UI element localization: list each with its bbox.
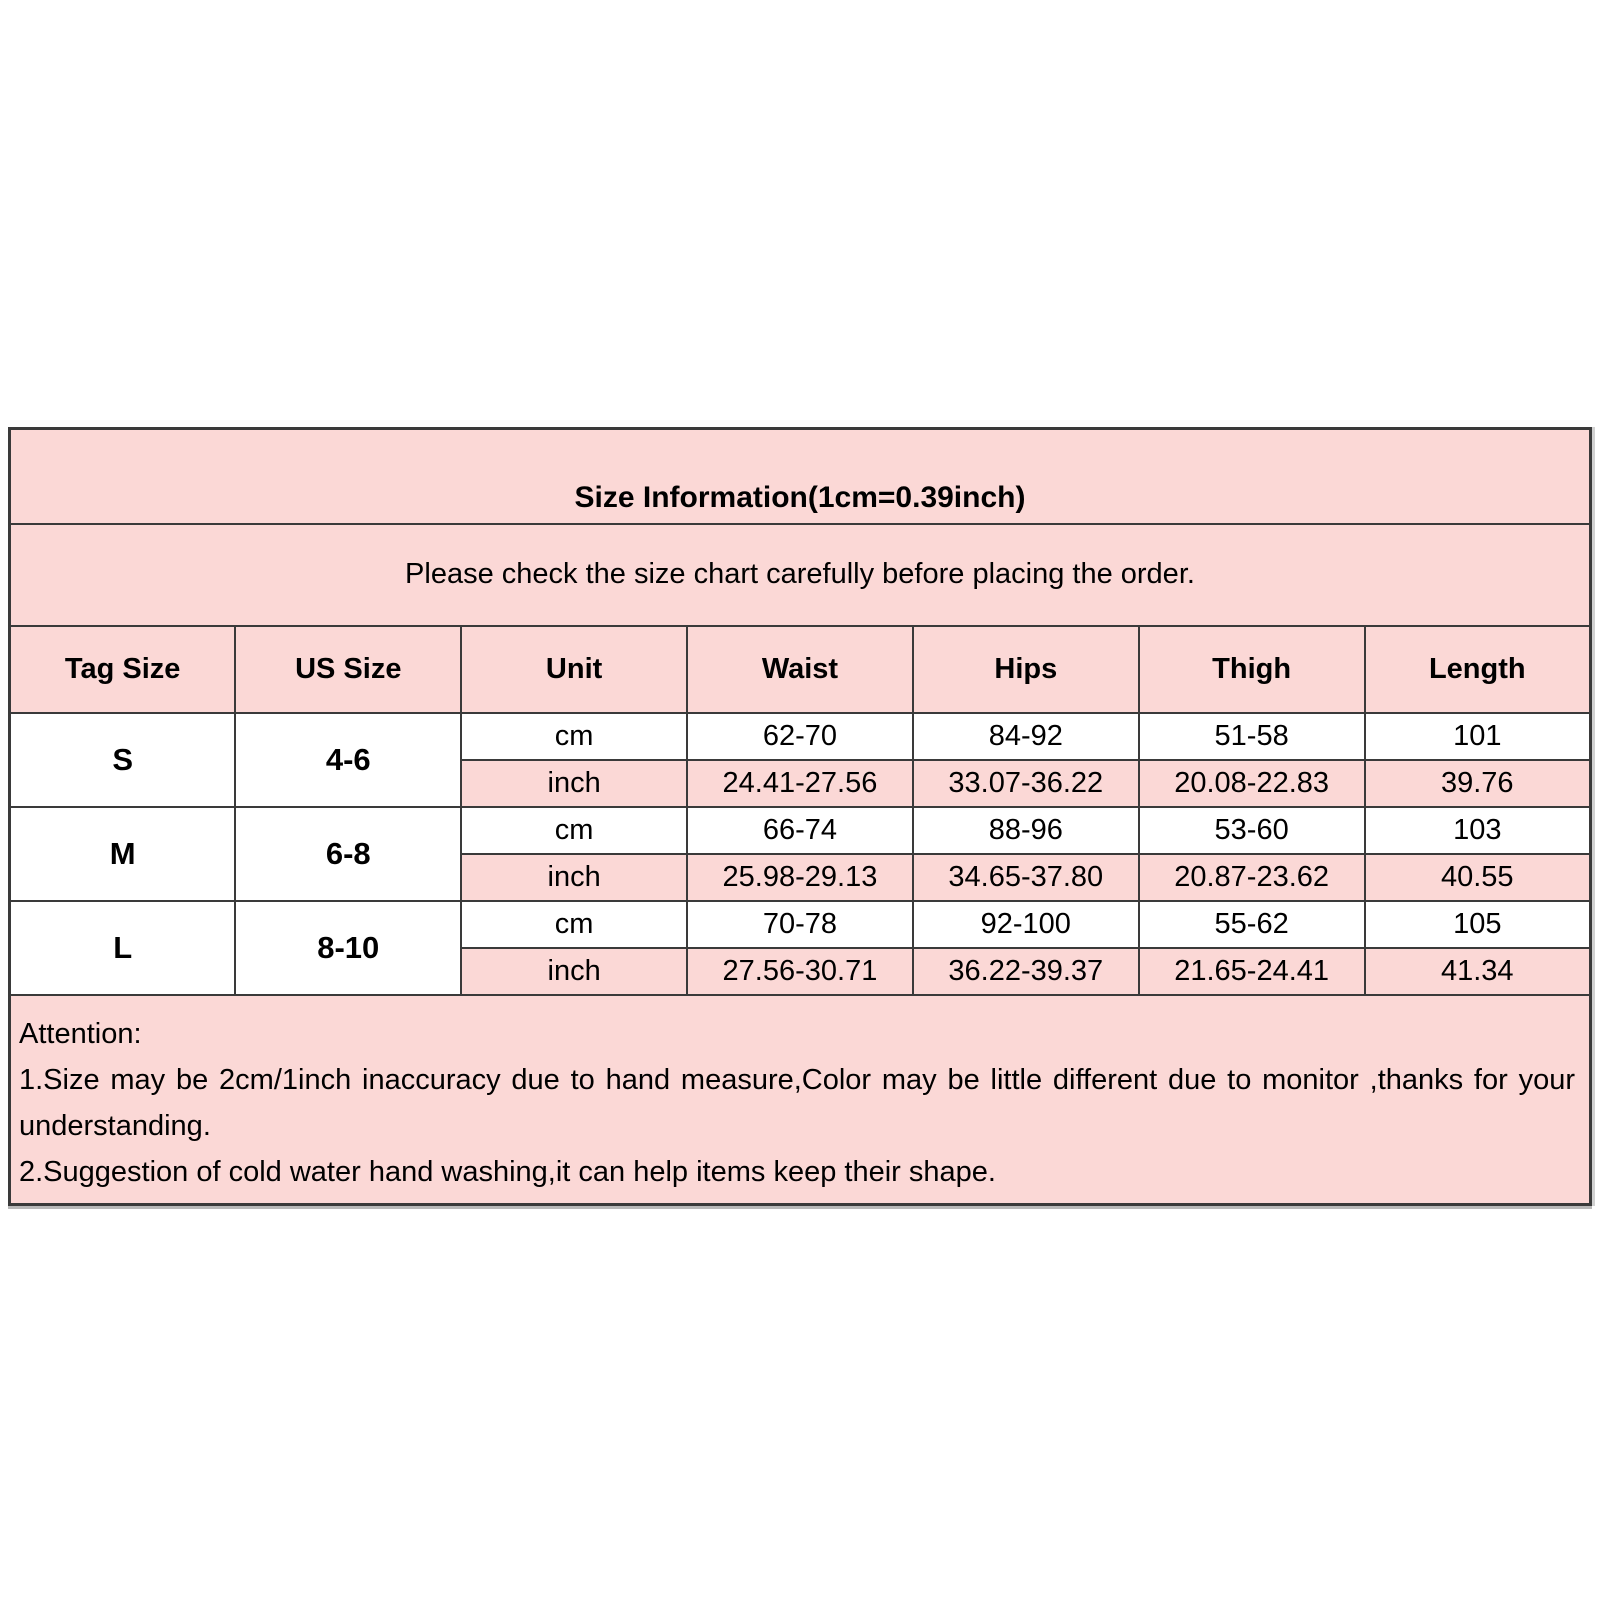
us-size-l: 8-10 <box>235 901 461 995</box>
attention-note-2: 2.Suggestion of cold water hand washing,it can help items keep their shape. <box>19 1155 996 1188</box>
unit-label: cm <box>461 901 687 948</box>
header-row <box>10 626 1591 713</box>
us-size-m: 6-8 <box>235 807 461 901</box>
tag-size-l: L <box>10 901 236 995</box>
col-header-us-size: US Size <box>235 626 461 713</box>
hips-value: 36.22-39.37 <box>913 948 1139 995</box>
waist-value: 27.56-30.71 <box>687 948 913 995</box>
size-chart-table <box>8 427 1592 1206</box>
attention-section <box>10 995 1591 1205</box>
attention-row <box>10 995 1591 1205</box>
thigh-value: 51-58 <box>1139 713 1365 760</box>
hips-value: 88-96 <box>913 807 1139 854</box>
waist-value: 25.98-29.13 <box>687 854 913 901</box>
table-row-s-cm <box>10 713 1591 760</box>
length-value: 105 <box>1365 901 1591 948</box>
table-subtitle: Please check the size chart carefully before placing the order. <box>10 524 1591 626</box>
col-header-tag-size: Tag Size <box>10 626 236 713</box>
unit-label: inch <box>461 948 687 995</box>
thigh-value: 53-60 <box>1139 807 1365 854</box>
length-value: 101 <box>1365 713 1591 760</box>
tag-size-m: M <box>10 807 236 901</box>
col-header-unit: Unit <box>461 626 687 713</box>
attention-heading: Attention: <box>19 1017 142 1050</box>
length-value: 41.34 <box>1365 948 1591 995</box>
col-header-thigh: Thigh <box>1139 626 1365 713</box>
unit-label: cm <box>461 807 687 854</box>
table-title: Size Information(1cm=0.39inch) <box>10 429 1591 524</box>
table-row-m-cm <box>10 807 1591 854</box>
unit-label: cm <box>461 713 687 760</box>
us-size-s: 4-6 <box>235 713 461 807</box>
thigh-value: 20.08-22.83 <box>1139 760 1365 807</box>
hips-value: 33.07-36.22 <box>913 760 1139 807</box>
thigh-value: 20.87-23.62 <box>1139 854 1365 901</box>
attention-note-1: 1.Size may be 2cm/1inch inaccuracy due to hand measure,Color may be little different due to monitor ,thanks for your understanding. <box>19 1063 1575 1142</box>
title-row <box>10 429 1591 524</box>
subtitle-row <box>10 524 1591 626</box>
hips-value: 92-100 <box>913 901 1139 948</box>
unit-label: inch <box>461 854 687 901</box>
thigh-value: 21.65-24.41 <box>1139 948 1365 995</box>
length-value: 40.55 <box>1365 854 1591 901</box>
col-header-waist: Waist <box>687 626 913 713</box>
length-value: 103 <box>1365 807 1591 854</box>
table-row-l-cm <box>10 901 1591 948</box>
col-header-hips: Hips <box>913 626 1139 713</box>
hips-value: 34.65-37.80 <box>913 854 1139 901</box>
tag-size-s: S <box>10 713 236 807</box>
col-header-length: Length <box>1365 626 1591 713</box>
hips-value: 84-92 <box>913 713 1139 760</box>
length-value: 39.76 <box>1365 760 1591 807</box>
waist-value: 70-78 <box>687 901 913 948</box>
waist-value: 24.41-27.56 <box>687 760 913 807</box>
waist-value: 62-70 <box>687 713 913 760</box>
waist-value: 66-74 <box>687 807 913 854</box>
thigh-value: 55-62 <box>1139 901 1365 948</box>
unit-label: inch <box>461 760 687 807</box>
